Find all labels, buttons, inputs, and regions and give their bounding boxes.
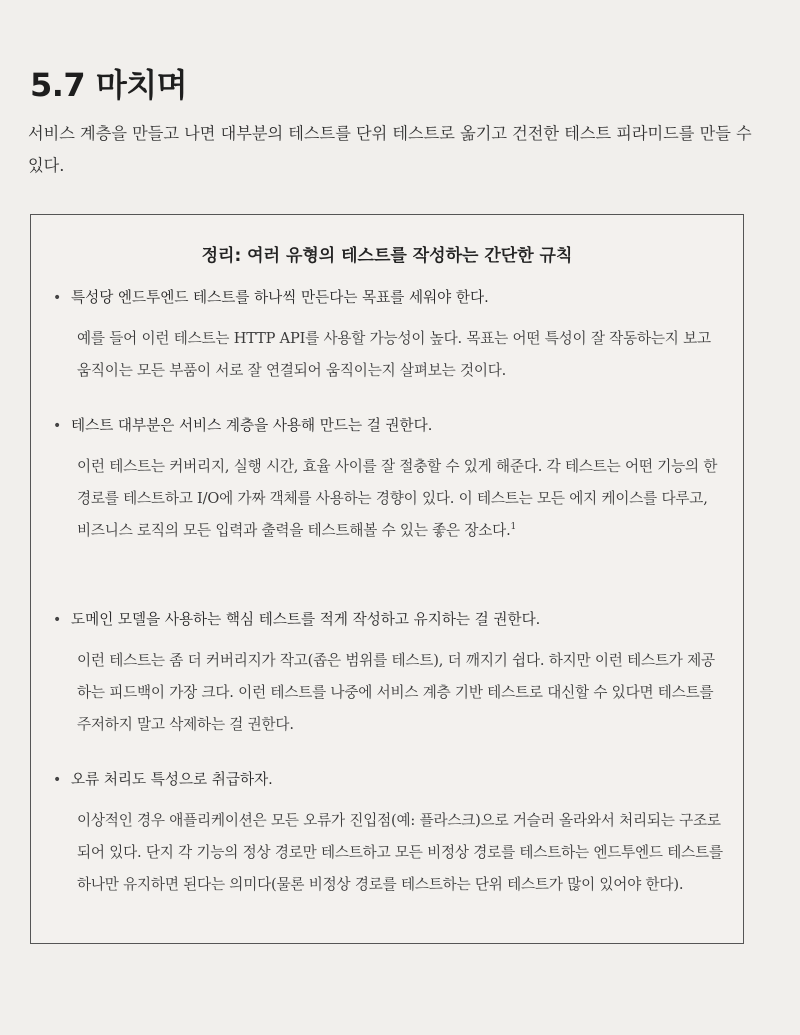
footnote-marker: 1	[510, 522, 517, 533]
rule-heading-2	[53, 415, 723, 437]
bullet-icon: •	[53, 612, 62, 628]
rule-item-4	[53, 769, 723, 901]
section-heading: 5.7 마치며	[30, 66, 188, 104]
rule-heading-text: 특성당 엔드투엔드 테스트를 하나씩 만든다는 목표를 세워야 한다.	[71, 289, 489, 306]
rule-body-text: 이런 테스트는 커버리지, 실행 시간, 효율 사이를 잘 절충할 수 있게 해준다. 각 테스트는 어떤 기능의 한 경로를 테스트하고 I/O에 가짜 객체를 사용하는 경향이 있다. 이 테스트는 모든 에지 케이스를 다루고, 비즈니스 로직의 모든 입력과 출력을 테스트해볼 수 있는 좋은 장소다.	[77, 458, 718, 539]
rule-item-1	[53, 287, 723, 387]
summary-title: 정리: 여러 유형의 테스트를 작성하는 간단한 규칙	[201, 246, 573, 266]
rule-body-2	[77, 451, 723, 547]
summary-box	[30, 214, 744, 944]
rule-heading-text: 오류 처리도 특성으로 취급하자.	[71, 771, 273, 788]
rule-heading-text: 테스트 대부분은 서비스 계층을 사용해 만드는 걸 권한다.	[71, 417, 433, 434]
rule-heading-1	[53, 287, 723, 309]
bullet-icon: •	[53, 772, 62, 788]
rule-heading-3	[53, 609, 723, 631]
bullet-icon: •	[53, 290, 62, 306]
rule-item-3	[53, 609, 723, 741]
rule-item-2	[53, 415, 723, 547]
bullet-icon: •	[53, 418, 62, 434]
rule-body-4: 이상적인 경우 애플리케이션은 모든 오류가 진입점(예: 플라스크)으로 거슬러 올라와서 처리되는 구조로 되어 있다. 단지 각 기능의 정상 경로만 테스트하고 모든 비정상 경로를 테스트하는 엔드투엔드 테스트를 하나만 유지하면 된다는 의미다(물론 비정상 경로를 테스트하는 단위 테스트가 많이 있어야 한다).	[77, 812, 723, 893]
rule-body-1: 예를 들어 이런 테스트는 HTTP API를 사용할 가능성이 높다. 목표는 어떤 특성이 잘 작동하는지 보고 움직이는 모든 부품이 서로 잘 연결되어 움직이는지 살펴보는 것이다.	[77, 330, 711, 379]
rule-body-3: 이런 테스트는 좀 더 커버리지가 작고(좁은 범위를 테스트), 더 깨지기 쉽다. 하지만 이런 테스트가 제공하는 피드백이 가장 크다. 이런 테스트를 나중에 서비스 계층 기반 테스트로 대신할 수 있다면 테스트를 주저하지 말고 삭제하는 걸 권한다.	[77, 652, 715, 733]
intro-paragraph: 서비스 계층을 만들고 나면 대부분의 테스트를 단위 테스트로 옮기고 건전한 테스트 피라미드를 만들 수 있다.	[28, 124, 752, 175]
rule-heading-4	[53, 769, 723, 791]
rule-heading-text: 도메인 모델을 사용하는 핵심 테스트를 적게 작성하고 유지하는 걸 권한다.	[71, 611, 541, 628]
